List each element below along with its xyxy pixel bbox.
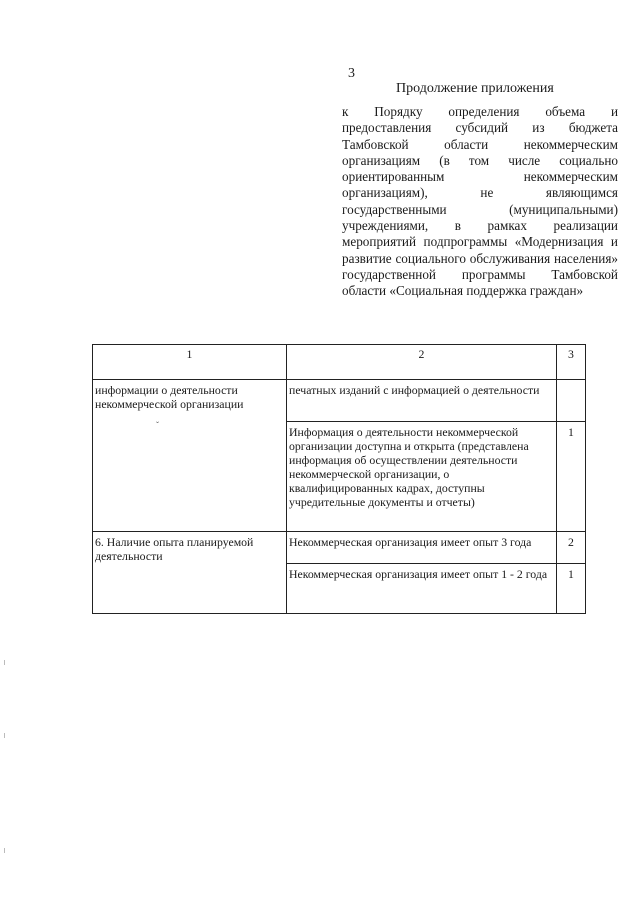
description-cell: Некоммерческая организация имеет опыт 3 года — [287, 532, 557, 564]
scan-edge-mark — [4, 848, 5, 853]
score-cell: 1 — [557, 564, 586, 614]
description-cell: Некоммерческая организация имеет опыт 1 - 2 года — [287, 564, 557, 614]
table-header-row — [93, 345, 586, 380]
stray-scan-mark: ˇ — [156, 420, 159, 430]
score-cell: 2 — [557, 532, 586, 564]
page-number: 3 — [348, 66, 355, 81]
appendix-title: Продолжение приложения — [396, 81, 554, 96]
table-row — [93, 532, 586, 564]
score-cell — [557, 380, 586, 422]
appendix-body: к Порядку определения объема и предоставления субсидий из бюджета Тамбовской области некоммерческим организациям (в том числе социально ориентированным некоммерческим организациям), не являющимся государственными (муниципальными) учреждениями, в рамках реализации мероприятий подпрограммы «Модернизация и развитие социального обслуживания населения» государственной программы Тамбовской области «Социальная поддержка граждан» — [342, 104, 618, 299]
header-cell: 2 — [287, 345, 557, 380]
description-cell: печатных изданий с информацией о деятельности — [287, 380, 557, 422]
header-cell: 1 — [93, 345, 287, 380]
description-cell: Информация о деятельности некоммерческой организации доступна и открыта (представлена информация об осуществлении деятельности некоммерческой организации, о квалифицированных кадрах, доступны учредительные документы и отчеты) — [287, 422, 557, 532]
table-row — [93, 380, 586, 422]
criterion-cell: информации о деятельности некоммерческой организации — [93, 380, 287, 532]
criterion-cell: 6. Наличие опыта планируемой деятельности — [93, 532, 287, 614]
scan-edge-mark — [4, 660, 5, 665]
criteria-table — [92, 344, 586, 614]
score-cell: 1 — [557, 422, 586, 532]
header-cell: 3 — [557, 345, 586, 380]
scan-edge-mark — [4, 733, 5, 738]
